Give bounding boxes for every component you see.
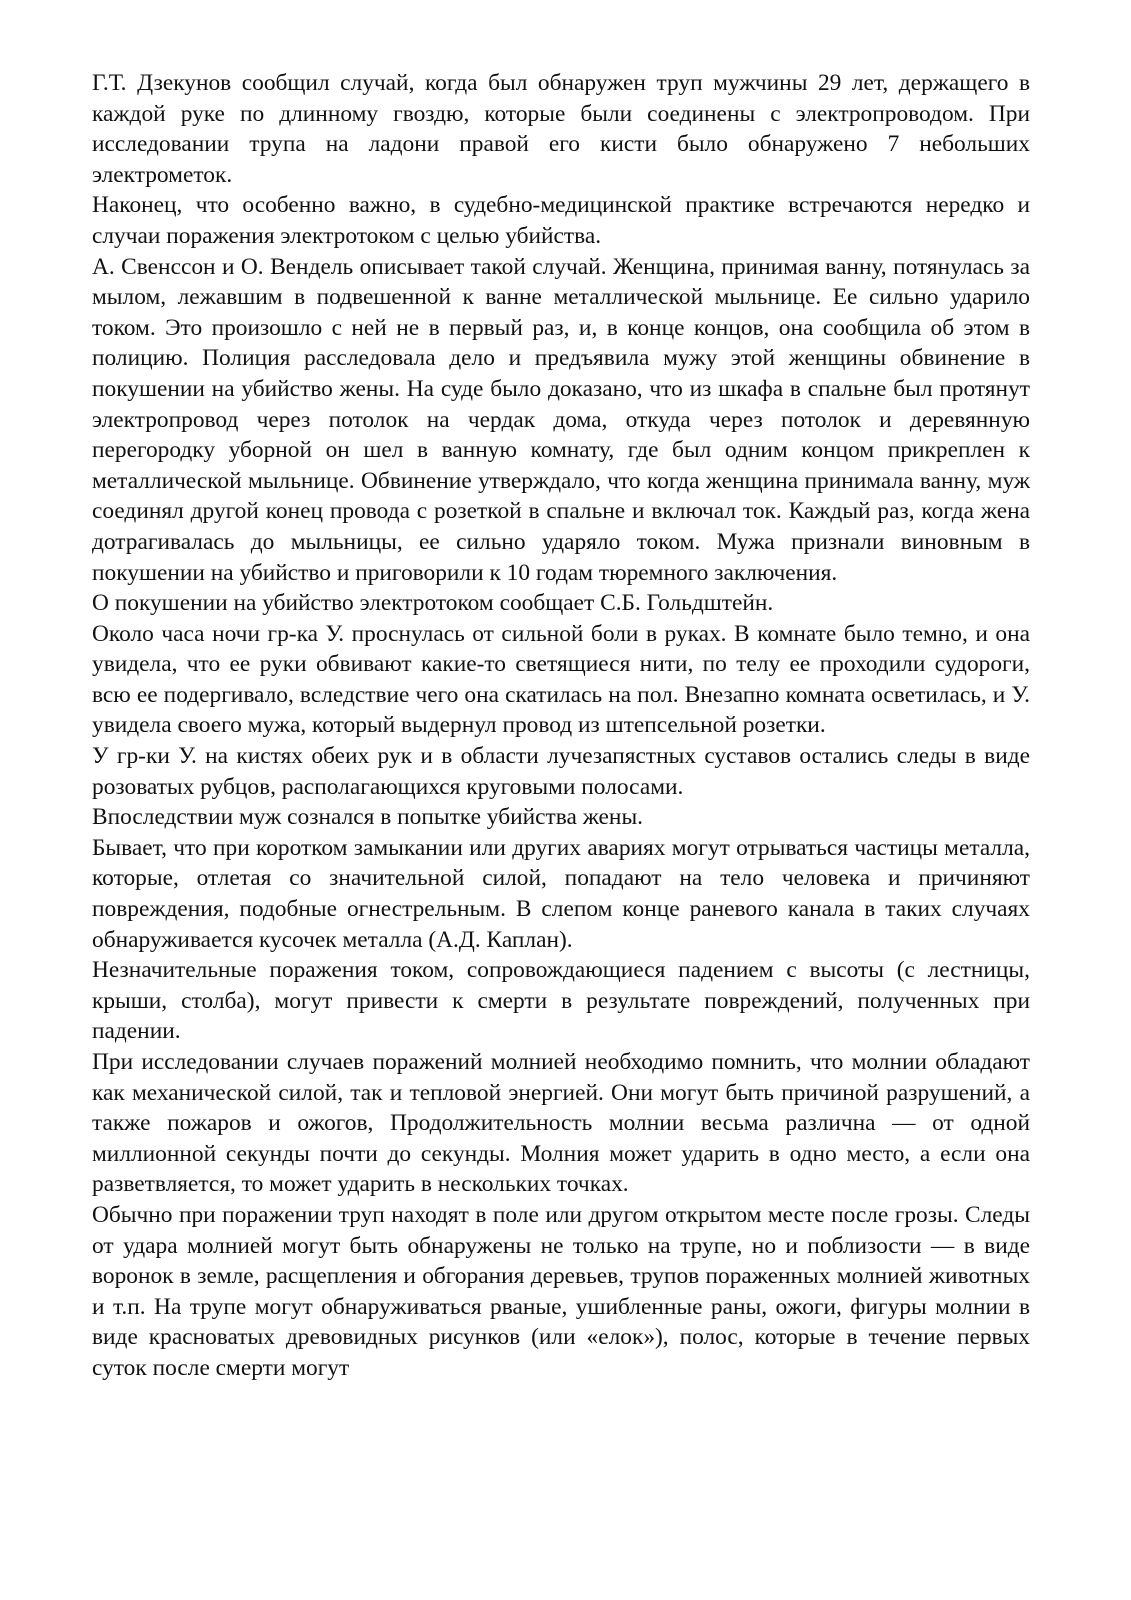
paragraph-falls: Незначительные поражения током, сопровождающиеся падением с высоты (с лестницы, крыши, столба), могут привести к смерти в результате повреждений, полученных при падении.: [92, 957, 1030, 1045]
paragraph-goldstein-intro: О покушении на убийство электротоком сообщает С.Б. Гольдштейн.: [92, 590, 774, 617]
document-page: [92, 68, 1030, 1384]
paragraph-lightning-findings: Обычно при поражении труп находят в поле или другом открытом месте после грозы. Следы от удара молнией могут быть обнаружены не только на трупе, но и поблизости — в виде воронок в земле, расщепления и обгорания деревьев, трупов пораженных молнией животных и т.п. На трупе могут обнаруживаться рваные, ушибленные раны, ожоги, фигуры молнии в виде красноватых древовидных рисунков (или «елок»), полос, которые в течение первых суток после смерти могут: [92, 1201, 1030, 1381]
paragraph-dzekunov-case: Г.Т. Дзекунов сообщил случай, когда был обнаружен труп мужчины 29 лет, держащего в каждой руке по длинному гвоздю, которые были соединены с электропроводом. При исследовании трупа на ладони правой его кисти было обнаружено 7 небольших электрометок.: [92, 70, 1030, 188]
paragraph-short-circuit: Бывает, что при коротком замыкании или других авариях могут отрываться частицы металла, которые, отлетая со значительной силой, попадают на тело человека и причиняют повреждения, подобные огнестрельным. В слепом конце раневого канала в таких случаях обнаруживается кусочек металла (А.Д. Каплан).: [92, 834, 1030, 953]
paragraph-scars: У гр-ки У. на кистях обеих рук и в области лучезапястных суставов остались следы в виде розоватых рубцов, располагающихся круговыми полосами.: [92, 743, 1030, 800]
paragraph-confession: Впоследствии муж сознался в попытке убийства жены.: [92, 804, 644, 831]
paragraph-night-incident: Около часа ночи гр-ка У. проснулась от сильной боли в руках. В комнате было темно, и она увидела, что ее руки обвивают какие-то светящиеся нити, по телу ее проходили судороги, всю ее подергивало, вследствие чего она скатилась на пол. Внезапно комната осветилась, и У. увидела своего мужа, который выдернул провод из штепсельной розетки.: [92, 620, 1030, 739]
paragraph-lightning-properties: При исследовании случаев поражений молнией необходимо помнить, что молнии обладают как механической силой, так и тепловой энергией. Они могут быть причиной разрушений, а также пожаров и ожогов, Продолжительность молнии весьма различна — от одной миллионной секунды почти до секунды. Молния может ударить в одно место, а если она разветвляется, то может ударить в нескольких точках.: [92, 1049, 1030, 1198]
paragraph-murder-cases-intro: Наконец, что особенно важно, в судебно-медицинской практике встречаются нередко и случаи поражения электротоком с целью убийства.: [92, 192, 1030, 249]
paragraph-svensson-wendel-case: А. Свенссон и О. Вендель описывает такой случай. Женщина, принимая ванну, потянулась за мылом, лежавшим в подвешенной к ванне металлической мыльнице. Ее сильно ударило током. Это произошло с ней не в первый раз, и, в конце концов, она сообщила об этом в полицию. Полиция расследовала дело и предъявила мужу этой женщины обвинение в покушении на убийство жены. На суде было доказано, что из шкафа в спальне был протянут электропровод через потолок на чердак дома, откуда через потолок и деревянную перегородку уборной он шел в ванную комнату, где был одним концом прикреплен к металлической мыльнице. Обвинение утверждало, что когда женщина принимала ванну, муж соединял другой конец провода с розеткой в спальне и включал ток. Каждый раз, когда жена дотрагивалась до мыльницы, ее сильно ударяло током. Мужа признали виновным в покушении на убийство и приговорили к 10 годам тюремного заключения.: [92, 253, 1030, 586]
